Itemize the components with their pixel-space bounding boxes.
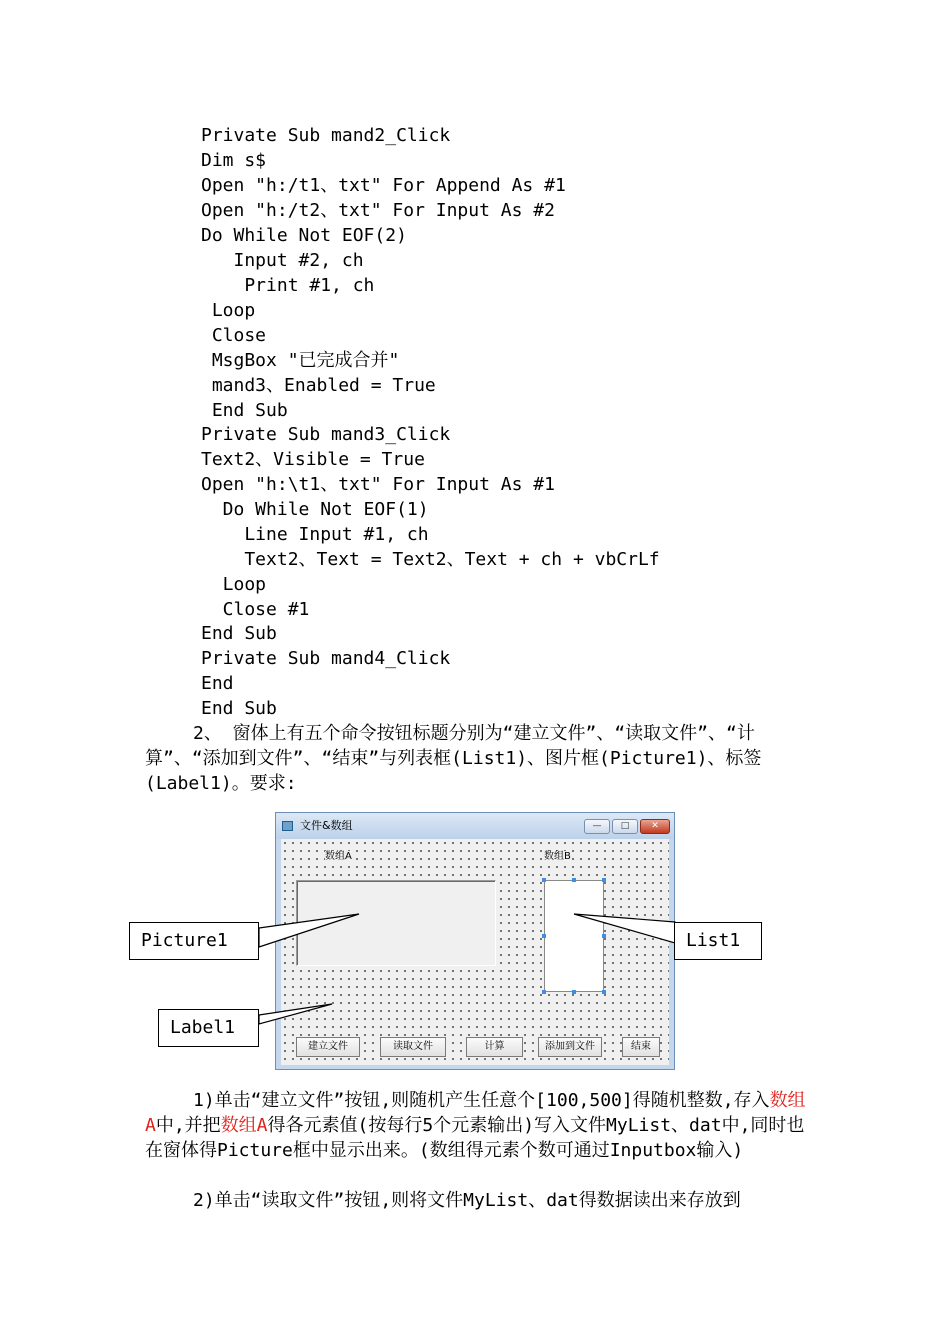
maximize-icon[interactable]: □ [612,819,638,834]
calculate-button[interactable]: 计算 [466,1037,523,1057]
code-line: Private Sub mand3_Click [201,424,451,445]
label1-pointer [259,1004,332,1024]
code-line: Do While Not EOF(2) [201,225,407,246]
code-line: Open "h:/t2、txt" For Input As #2 [201,200,555,221]
code-line: Do While Not EOF(1) [201,499,429,520]
code-line: Private Sub mand4_Click [201,648,451,669]
code-line: Loop [201,574,267,595]
code-line: Dim s$ [201,150,267,171]
code-line: End Sub [201,623,277,644]
code-line: MsgBox "已完成合并" [201,350,400,371]
code-line: Open "h:\t1、txt" For Input As #1 [201,474,555,495]
close-icon[interactable]: ✕ [640,819,670,834]
end-button[interactable]: 结束 [622,1037,660,1057]
build-file-button[interactable]: 建立文件 [296,1037,360,1057]
code-line: Private Sub mand2_Click [201,125,451,146]
list1-callout: List1 [674,922,762,960]
label-array-a: 数组A [325,851,352,862]
code-line: mand3、Enabled = True [201,375,436,396]
code-line: Input #2, ch [201,250,364,271]
list1-pointer [574,914,675,943]
read-file-button[interactable]: 读取文件 [380,1037,446,1057]
item-1-part3: 得各元素值(按每行5个元素输出)写入文件MyList、dat中,同时也在窗体得Picture框中显示出来。(数组得元素个数可通过Inputbox输入) [145,1115,805,1161]
code-line: Text2、Text = Text2、Text + ch + vbCrLf [201,549,660,570]
item-1-part1: 1)单击“建立文件”按钮,则随机产生任意个[100,500]得随机整数,存入 [193,1090,770,1111]
code-line: Close #1 [201,599,310,620]
code-line: Line Input #1, ch [201,524,429,545]
item-2-text: 2)单击“读取文件”按钮,则将文件MyList、dat得数据读出来存放到 [193,1190,741,1211]
item-1-part2: 中,并把 [155,1115,221,1136]
code-line: End Sub [201,698,277,719]
label1-callout: Label1 [158,1009,259,1047]
picture1-callout: Picture1 [129,922,259,960]
code-line: Loop [201,300,256,321]
item-1-highlight-1: 数组A [145,1090,806,1136]
form-title: 文件&数组 [300,819,353,832]
code-line: End [201,673,234,694]
code-line: Print #1, ch [201,275,375,296]
item-1-text [145,1088,810,1163]
code-line: End Sub [201,400,288,421]
question-2-text: 2、 窗体上有五个命令按钮标题分别为“建立文件”、“读取文件”、“计算”、“添加到文件”、“结束”与列表框(List1)、图片框(Picture1)、标签(Label1)。要求: [145,723,762,794]
picture1-pointer [259,914,359,947]
code-line: Text2、Visible = True [201,449,425,470]
minimize-icon[interactable]: — [584,819,610,834]
item-1-highlight-2: 数组A [220,1115,268,1136]
code-line: Open "h:/t1、txt" For Append As #1 [201,175,566,196]
label-array-b: 数组B [544,851,571,862]
code-line: Close [201,325,267,346]
append-to-file-button[interactable]: 添加到文件 [538,1037,602,1057]
